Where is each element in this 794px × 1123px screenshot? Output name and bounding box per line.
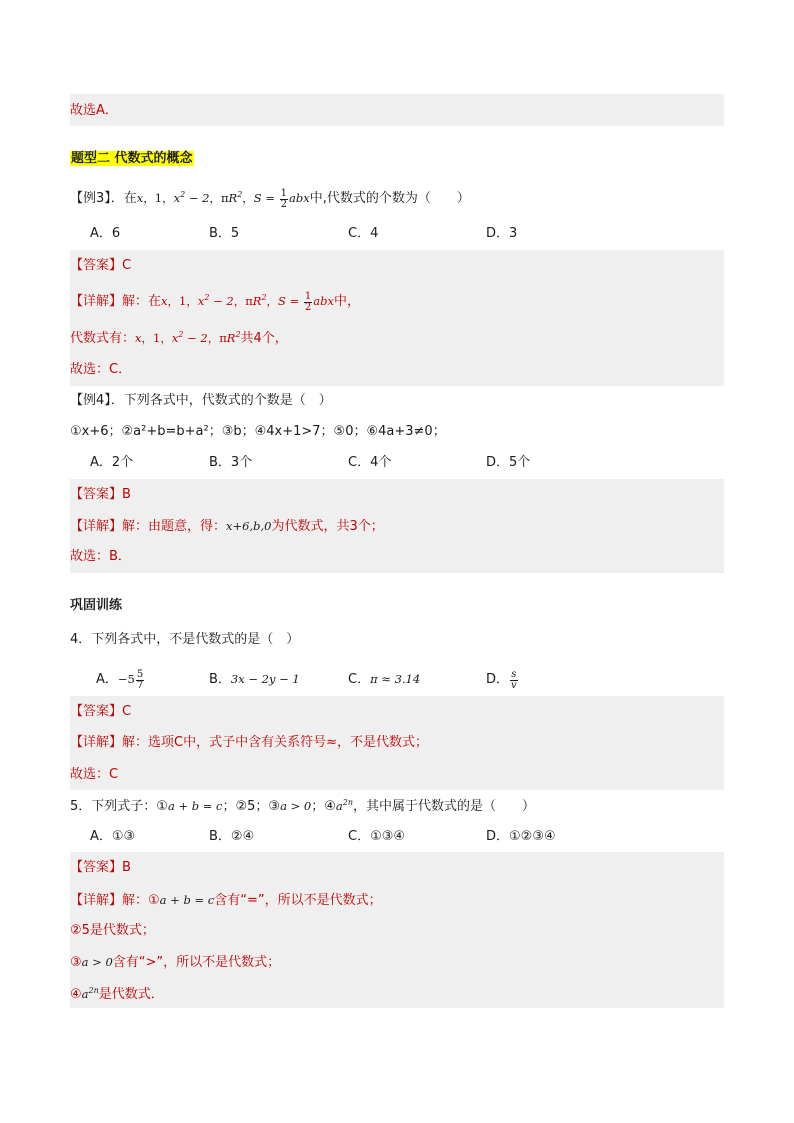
q5-d4-suffix: 是代数式． (98, 987, 164, 1002)
consolidation-heading: 巩固训练 (70, 598, 123, 613)
conclusion-line: 故选A． (70, 103, 118, 118)
q4-option-a: A．−5 $\frac{5}{7}$ (96, 668, 144, 691)
q5-items: ①a + b = c；②5；③a > 0；$④a^{2n}$ (156, 798, 353, 814)
ex4-option-a: A．2个 (90, 455, 134, 470)
q4-option-c: C．π ≈ 3.14 (348, 672, 421, 687)
ex3-option-a: A．6 (90, 226, 121, 241)
ex3-expressions: x，1，$x^2 - 2$，$\pi R^2$，S = $\frac{1}{2}$ abx (136, 187, 310, 210)
ex3-detail2-prefix: 代数式有： (70, 331, 136, 346)
q5-option-a: A．①③ (90, 829, 136, 844)
q5-detail-4: $④a^{2n}$是代数式． (70, 986, 164, 1002)
ex3-detail2 (70, 328, 724, 348)
q5-suffix: ，其中属于代数式的是（ ） (352, 799, 535, 814)
q5-d1-suffix: 含有“=”，所以不是代数式； (214, 893, 382, 908)
ex4-answer: 【答案】B (70, 487, 131, 502)
example4-items: ①x+6；②a²+b=b+a²；③b；④4x+1>7；⑤0；⑥4a+3≠0； (70, 424, 446, 439)
ex3-detail-suffix: 中， (333, 294, 360, 309)
example3-options (70, 224, 724, 244)
ex4-detail-math: x+6,b,0 (226, 519, 272, 533)
q5-option-b: B．②④ (209, 829, 255, 844)
q5-d3-suffix: 含有“>”，所以不是代数式； (112, 955, 281, 970)
q4-detail: 【详解】解：选项C中，式子中含有关系符号≈，不是代数式； (70, 735, 428, 750)
ex3-detail (70, 291, 724, 311)
q4-answer: 【答案】C (70, 704, 132, 719)
ex3-option-b: B．5 (209, 226, 240, 241)
ex4-choose: 故选：B． (70, 549, 131, 564)
q5-option-d: D．①②③④ (486, 829, 556, 844)
q4-option-b: B．3x − 2y − 1 (209, 672, 300, 687)
ex3-detail2-math: x，1，$x^2 - 2$，$\pi R^2$ (135, 330, 241, 345)
q5-detail-3: ③a > 0含有“>”，所以不是代数式； (70, 955, 281, 970)
q5-detail-1: 【详解】解：①a + b = c含有“=”，所以不是代数式； (70, 893, 382, 908)
q5-option-c: C．①③④ (348, 829, 406, 844)
question4: 4．下列各式中，不是代数式的是（ ） (70, 632, 300, 647)
ex4-detail-suffix: 为代数式，共3个； (271, 519, 384, 534)
ex4-option-d: D．5个 (486, 455, 531, 470)
section-title: 题型二 代数式的概念 (71, 151, 193, 166)
ex3-answer: 【答案】C (70, 258, 132, 273)
question5 (70, 796, 724, 816)
ex4-detail-prefix: 【详解】解：由题意，得： (70, 519, 227, 534)
question5-options (70, 827, 724, 847)
q5-d2-text: 5是代数式； (81, 923, 155, 938)
ex4-option-b: B．3个 (209, 455, 253, 470)
ex3-option-d: D．3 (486, 226, 518, 241)
q4-choose: 故选：C (70, 767, 119, 782)
question4-options (70, 664, 724, 694)
section-heading (70, 149, 724, 169)
ex4-option-c: C．4个 (348, 455, 392, 470)
ex3-prefix: 【例3】．在 (70, 191, 137, 206)
example4-options (70, 453, 724, 473)
example3-question (70, 188, 724, 208)
q4-option-d: D． $\frac{s}{v}$ (486, 668, 517, 691)
q5-d1-prefix: 【详解】解： (70, 893, 149, 908)
ex3-choose: 故选：C． (70, 362, 132, 377)
ex3-suffix: 中,代数式的个数为（ ） (309, 191, 470, 206)
q5-prefix: 5．下列式子： (70, 799, 157, 814)
ex3-option-c: C．4 (348, 226, 379, 241)
ex3-detail2-suffix: 共4个， (240, 331, 288, 346)
example4-question: 【例4】．下列各式中，代数式的个数是（ ） (70, 393, 332, 408)
q5-detail-2: ②5是代数式； (70, 923, 155, 938)
ex3-detail-math: x，1，$x^2 - 2$，$\pi R^2$，S = $\frac{1}{2}$ abx (161, 290, 334, 313)
ex4-detail (70, 516, 724, 536)
ex3-detail-prefix: 【详解】解：在 (70, 294, 162, 309)
q5-answer: 【答案】B (70, 860, 131, 875)
